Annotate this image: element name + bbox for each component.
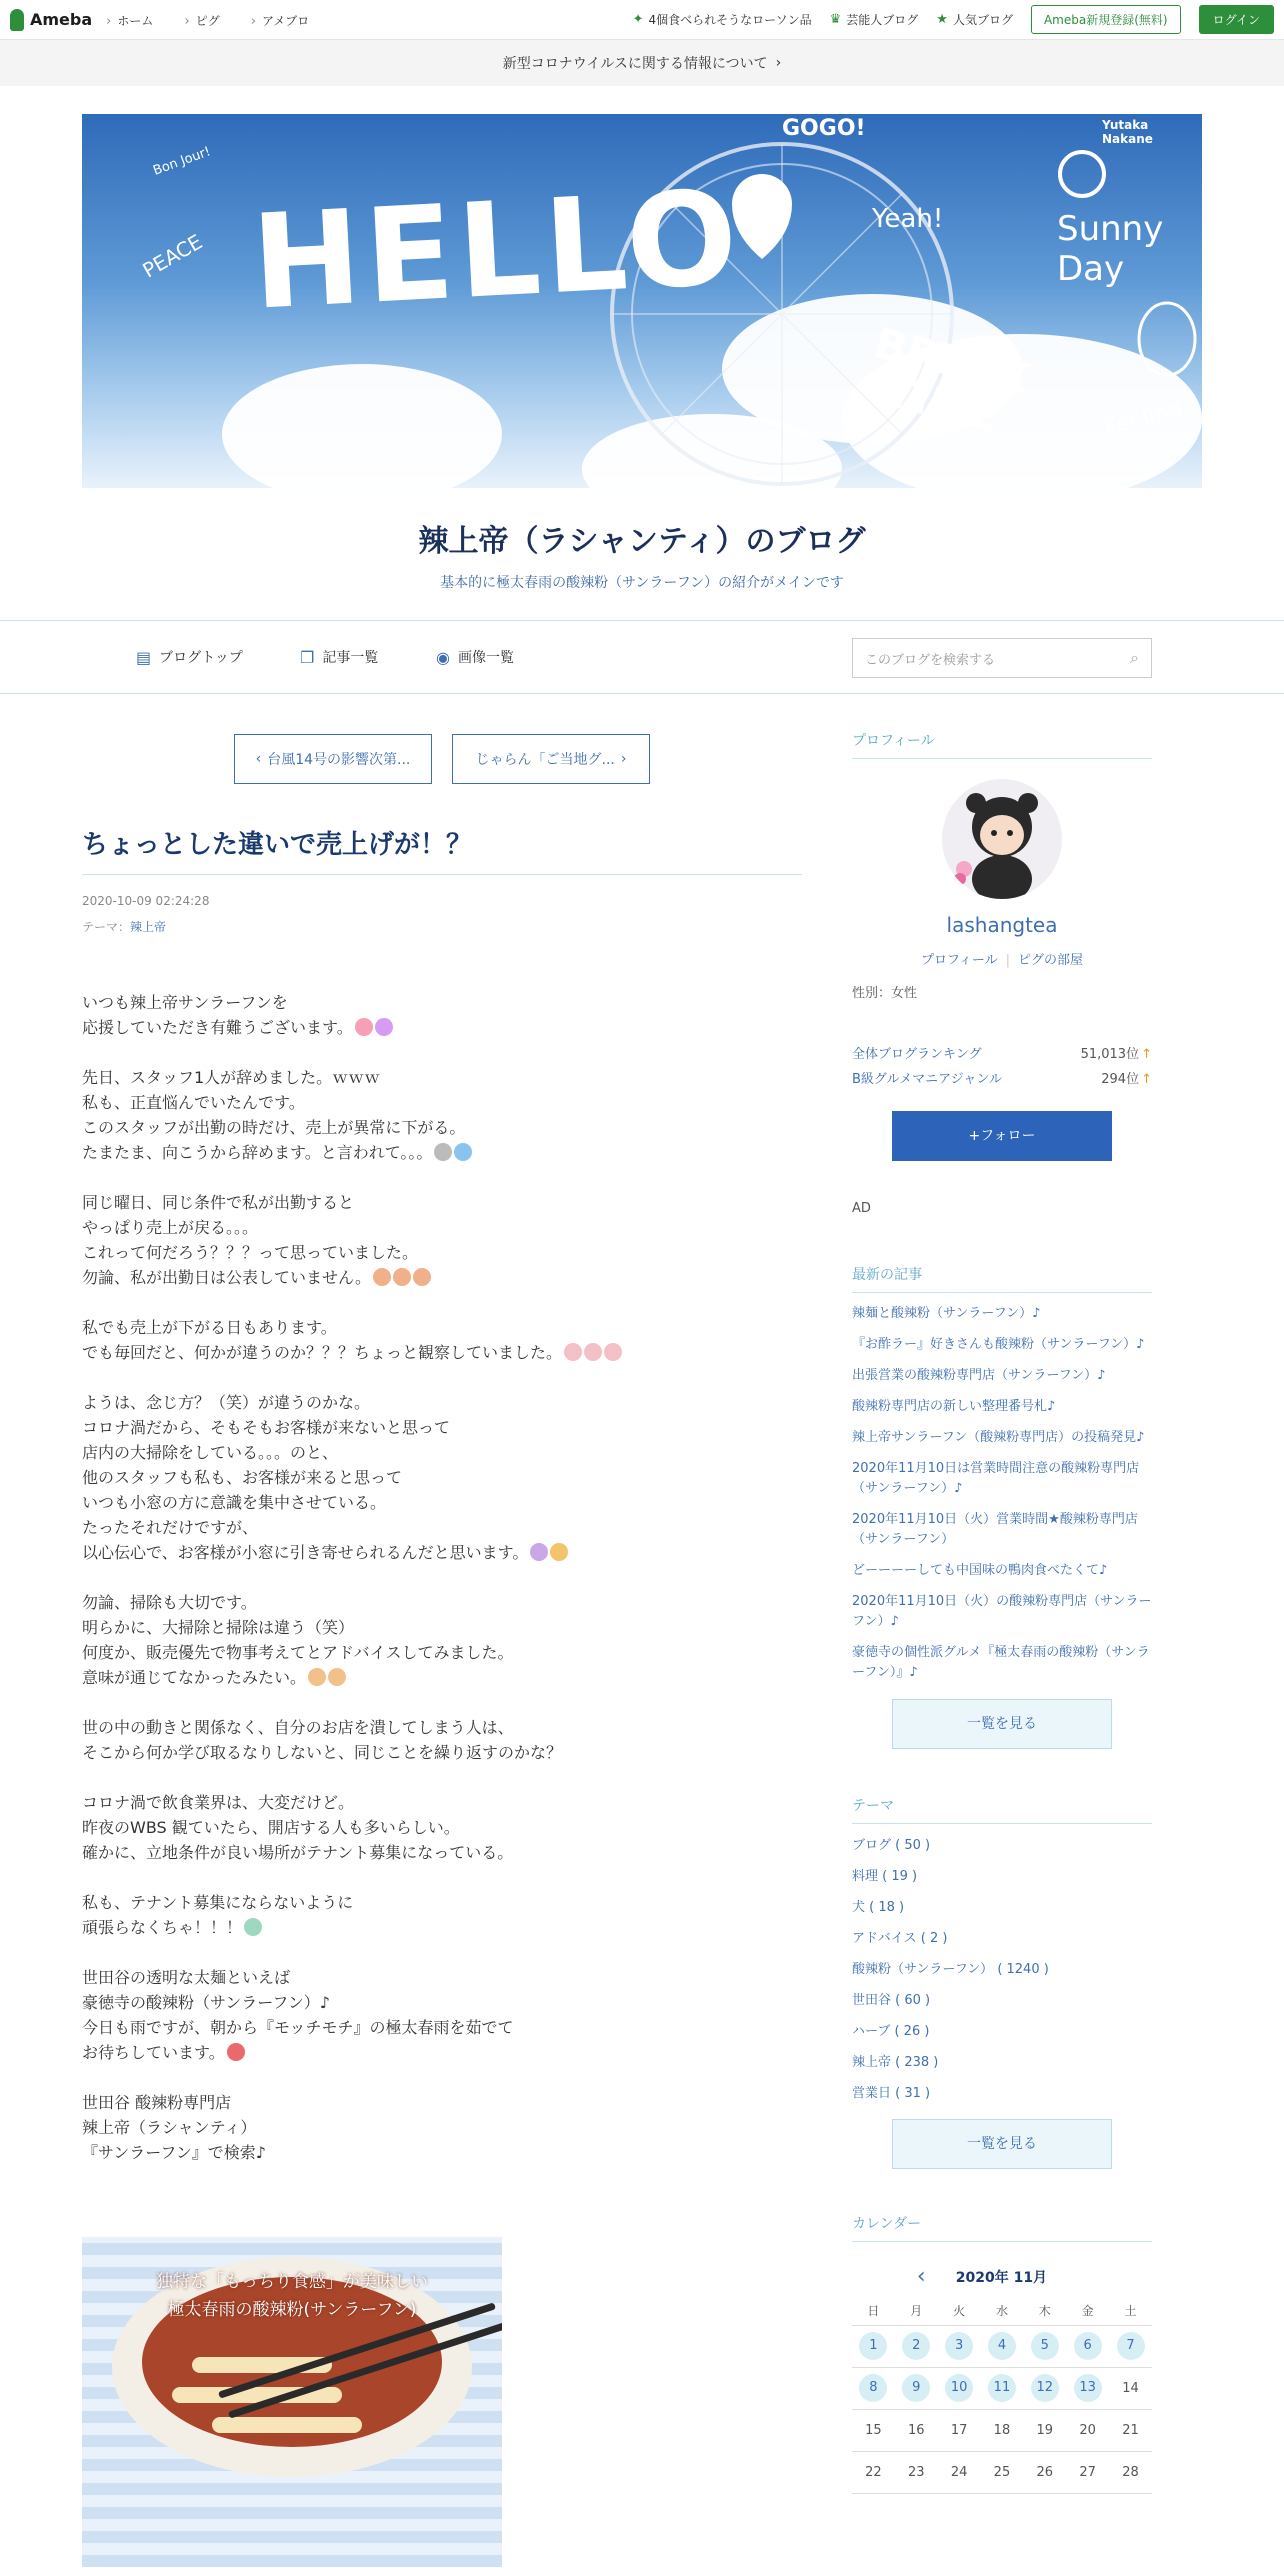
chevron-left-icon[interactable]: ‹ <box>916 2264 926 2289</box>
calendar-day[interactable] <box>1023 2325 1066 2367</box>
calendar-day: 19 <box>1023 2409 1066 2451</box>
calendar-day-link[interactable]: 12 <box>1031 2374 1059 2402</box>
calendar-day-link[interactable]: 9 <box>902 2374 930 2402</box>
prev-entry-label: 台風14号の影響次第... <box>267 752 411 768</box>
ameba-mascot-icon <box>10 9 24 31</box>
article-paragraph <box>82 1065 802 1165</box>
calendar-day[interactable] <box>852 2325 895 2367</box>
recent-entry-link[interactable]: 辣麺と酸辣粉（サンラーフン）♪ <box>852 1306 1041 1321</box>
theme-list <box>852 1836 1152 2103</box>
calendar-week <box>852 2409 1152 2451</box>
calendar-heading: カレンダー <box>852 2213 1152 2242</box>
recent-more-button[interactable]: 一覧を見る <box>892 1699 1112 1749</box>
nav-ameblo[interactable]: › アメブロ <box>251 14 309 28</box>
music-emoji-icon <box>244 1918 262 1936</box>
ad-label: AD <box>852 1201 871 1216</box>
article-paragraph <box>82 1790 802 1865</box>
banner-break-text: BREAK TIME <box>869 318 1036 442</box>
prev-entry-button[interactable] <box>234 734 432 784</box>
sidebar <box>852 694 1152 2494</box>
article-theme <box>82 918 166 935</box>
avatar[interactable] <box>942 779 1062 899</box>
article-date: 2020-10-09 02:24:28 <box>82 894 210 908</box>
face-emoji-icon <box>604 1343 622 1361</box>
subnav-image-list[interactable] <box>436 647 514 667</box>
calendar-weekday: 土 <box>1109 2297 1152 2325</box>
avatar-icon <box>942 779 1062 899</box>
covid-notice-link[interactable] <box>0 40 1284 86</box>
calendar-day: 22 <box>852 2451 895 2493</box>
calendar <box>852 2297 1152 2494</box>
sparkle-emoji-icon <box>375 1018 393 1036</box>
face-emoji-icon <box>530 1543 548 1561</box>
calendar-day[interactable] <box>1109 2325 1152 2367</box>
blog-search-input[interactable] <box>852 638 1152 678</box>
banner-author-text: Yutaka Nakane <box>1102 118 1153 146</box>
rank-value-text: 294位 <box>1101 1072 1140 1087</box>
face-emoji-icon <box>393 1268 411 1286</box>
theme-link[interactable]: アドバイス ( 2 ) <box>852 1931 948 1946</box>
subnav-blog-top[interactable] <box>136 647 243 667</box>
calendar-day[interactable] <box>938 2367 981 2409</box>
subnav-entry-list-label: 記事一覧 <box>322 650 379 666</box>
calendar-day[interactable] <box>895 2367 938 2409</box>
divider <box>82 874 802 875</box>
calendar-day: 15 <box>852 2409 895 2451</box>
sparkle-icon: ✦ <box>632 12 644 27</box>
popular-blog-label: 人気ブログ <box>952 13 1013 27</box>
calendar-day: 25 <box>981 2451 1024 2493</box>
profile-link[interactable]: プロフィール <box>920 953 998 968</box>
blog-subnav <box>0 620 1284 694</box>
rank-row <box>852 1068 1152 1087</box>
copy-icon: ❐ <box>300 647 315 667</box>
rank-up-icon: ↑ <box>1141 1047 1152 1062</box>
calendar-weekday: 水 <box>981 2297 1024 2325</box>
theme-label: テーマ： <box>82 920 131 934</box>
recent-entry-link[interactable]: 豪徳寺の個性派グルメ『極太春雨の酸辣粉（サンラーフン）』♪ <box>852 1645 1150 1680</box>
calendar-day: 28 <box>1109 2451 1152 2493</box>
blog-description: 基本的に極太春雨の酸辣粉（サンラーフン）の紹介がメインです <box>440 575 844 591</box>
calendar-day-link[interactable]: 4 <box>988 2332 1016 2360</box>
paragraph-text: コロナ渦で飲食業界は、大変だけど。 昨夜のWBS 観ていたら、開店する人も多いらしい。 確かに、立地条件が良い場所がテナント募集になっている。 <box>82 1793 514 1862</box>
recent-heading: 最新の記事 <box>852 1264 1152 1293</box>
calendar-day[interactable] <box>1023 2367 1066 2409</box>
calendar-week <box>852 2367 1152 2409</box>
recent-entries <box>852 1304 1152 1683</box>
blog-title[interactable]: 辣上帝（ラシャンティ）のブログ <box>418 524 866 559</box>
face-emoji-icon <box>308 1668 326 1686</box>
theme-link[interactable]: 犬 ( 18 ) <box>852 1900 905 1915</box>
article-paragraph <box>82 1390 802 1565</box>
calendar-day: 21 <box>1109 2409 1152 2451</box>
calendar-header <box>852 2264 1152 2289</box>
article-title[interactable]: ちょっとした違いで売上げが！？ <box>82 830 473 860</box>
next-entry-label: じゃらん「ご当地グ... <box>475 752 615 768</box>
rank-label[interactable]: B級グルメマニアジャンル <box>852 1072 1003 1087</box>
face-emoji-icon <box>373 1268 391 1286</box>
noodle-shape <box>212 2417 362 2433</box>
register-button[interactable]: Ameba新規登録(無料) <box>1031 5 1181 34</box>
calendar-day-link[interactable]: 3 <box>945 2332 973 2360</box>
recent-entry-link[interactable]: 2020年11月10日は営業時間注意の酸辣粉専門店（サンラーフン）♪ <box>852 1461 1140 1496</box>
face-emoji-icon <box>328 1668 346 1686</box>
paragraph-text: いつも辣上帝サンラーフンを 応援していただき有難うございます。 <box>82 993 353 1037</box>
banner-hello-text: HELLO <box>248 161 745 339</box>
calendar-day[interactable] <box>981 2325 1024 2367</box>
recent-entry-link[interactable]: 出張営業の酸辣粉専門店（サンラーフン）♪ <box>852 1368 1106 1383</box>
calendar-weekday: 木 <box>1023 2297 1066 2325</box>
calendar-week <box>852 2451 1152 2493</box>
article-paragraph <box>82 1590 802 1690</box>
profile-heading: プロフィール <box>852 730 1152 759</box>
theme-link[interactable]: ブログ ( 50 ) <box>852 1838 931 1853</box>
calendar-day: 18 <box>981 2409 1024 2451</box>
crown-icon: ♛ <box>829 12 842 27</box>
global-header <box>0 0 1284 40</box>
logo-text: Ameba <box>30 10 93 29</box>
article-paragraph <box>82 1190 802 1290</box>
calendar-day: 17 <box>938 2409 981 2451</box>
next-entry-button[interactable] <box>452 734 650 784</box>
calendar-day[interactable] <box>938 2325 981 2367</box>
theme-link[interactable]: 営業日 ( 31 ) <box>852 2086 931 2101</box>
username[interactable]: lashangtea <box>946 913 1058 937</box>
theme-link[interactable]: ハーブ ( 26 ) <box>852 2024 930 2039</box>
theme-link[interactable]: 酸辣粉（サンラーフン） ( 1240 ) <box>852 1962 1049 1977</box>
banner-feeling-text: Feeling good~ <box>1102 396 1186 465</box>
theme-heading: テーマ <box>852 1795 1152 1824</box>
subnav-blog-top-label: ブログトップ <box>159 650 243 666</box>
rank-label[interactable]: 全体ブログランキング <box>852 1047 982 1062</box>
article-paragraph: 世の中の動きと関係なく、自分のお店を潰してしまう人は、 そこから何か学び取るなりしないと、同じことを繰り返すのかな？ <box>82 1718 563 1762</box>
photo-caption-line1: 独特な「もっちり食感」が美味しい <box>156 2272 428 2292</box>
calendar-month: 2020年 11月 <box>955 2269 1048 2286</box>
calendar-day[interactable] <box>981 2367 1024 2409</box>
subnav-entry-list[interactable] <box>300 647 378 667</box>
rank-row <box>852 1043 1152 1062</box>
recent-entry-link[interactable]: 『お酢ラー』好きさんも酸辣粉（サンラーフン）♪ <box>852 1337 1145 1352</box>
trend-link[interactable] <box>633 11 812 28</box>
chevron-right-icon: › <box>775 55 782 71</box>
search-icon[interactable]: ⌕ <box>1130 648 1139 667</box>
article-paragraph <box>82 1965 802 2065</box>
nav-home[interactable]: › ホーム <box>106 14 153 28</box>
calendar-day-link[interactable]: 1 <box>859 2332 887 2360</box>
follow-button[interactable]: +フォロー <box>892 1111 1112 1161</box>
calendar-day-link[interactable]: 13 <box>1074 2374 1102 2402</box>
banner-bonjour-text: Bon Jour! <box>151 144 213 179</box>
rainbow-emoji-icon <box>550 1543 568 1561</box>
blog-header-image[interactable] <box>82 114 1202 488</box>
subnav-image-list-label: 画像一覧 <box>457 650 514 666</box>
document-icon: ▤ <box>136 647 152 667</box>
theme-link[interactable]: 辣上帝 <box>130 920 167 934</box>
face-emoji-icon <box>355 1018 373 1036</box>
calendar-day-link[interactable]: 2 <box>902 2332 930 2360</box>
star-icon: ★ <box>936 12 948 27</box>
recent-entry-link[interactable]: 辣上帝サンラーフン（酸辣粉専門店）の投稿発見♪ <box>852 1430 1145 1445</box>
banner-peace-text: PEACE <box>138 229 207 283</box>
face-emoji-icon <box>434 1143 452 1161</box>
calendar-day[interactable] <box>1066 2367 1109 2409</box>
header-right <box>633 5 1274 34</box>
rank-value-text: 51,013位 <box>1080 1047 1140 1062</box>
paragraph-text: 同じ曜日、同じ条件で私が出勤すると やっぱり売上が戻る。。。 これって何だろう？？？って思っていました。 勿論、私が出勤日は公表していません。 <box>82 1193 419 1287</box>
calendar-day: 14 <box>1109 2367 1152 2409</box>
gender: 性別：女性 <box>852 986 918 1001</box>
calendar-weekday: 金 <box>1066 2297 1109 2325</box>
trend-link-label: 4個食べられそうなローソン品 <box>648 13 812 27</box>
rank-value <box>1101 1068 1152 1087</box>
article-paragraph: 世田谷 酸辣粉専門店 辣上帝（ラシャンティ） 『サンラーフン』で検索♪ <box>82 2093 266 2162</box>
face-emoji-icon <box>413 1268 431 1286</box>
entry-pager <box>234 734 650 784</box>
calendar-day-link[interactable]: 10 <box>945 2374 973 2402</box>
calendar-day: 23 <box>895 2451 938 2493</box>
celeb-blog-link[interactable] <box>830 11 919 28</box>
article-paragraph <box>82 1890 802 1940</box>
theme-link[interactable]: 世田谷 ( 60 ) <box>852 1993 931 2008</box>
popular-blog-link[interactable] <box>936 11 1013 28</box>
calendar-weekday: 火 <box>938 2297 981 2325</box>
ameba-logo[interactable] <box>10 9 92 31</box>
global-nav <box>106 10 335 29</box>
calendar-weekday: 月 <box>895 2297 938 2325</box>
theme-link[interactable]: 料理 ( 19 ) <box>852 1869 918 1884</box>
calendar-day[interactable] <box>852 2367 895 2409</box>
calendar-weekday: 日 <box>852 2297 895 2325</box>
paragraph-text: 先日、スタッフ1人が辞めました。ｗｗｗ 私も、正直悩んでいたんです。 このスタッフが出勤の時だけ、売上が異常に下がる。 たまたま、向こうから辞めます。と言われて。。。 <box>82 1068 466 1162</box>
article-paragraph <box>82 990 802 1040</box>
login-button[interactable]: ログイン <box>1199 5 1274 34</box>
calendar-day-link[interactable]: 6 <box>1074 2332 1102 2360</box>
calendar-day: 20 <box>1066 2409 1109 2451</box>
article-paragraph <box>82 1315 802 1365</box>
pig-room-link[interactable]: ピグの部屋 <box>1018 953 1084 968</box>
photo-caption-line2: 極太春雨の酸辣粉(サンラーフン) <box>167 2300 417 2320</box>
calendar-day-link[interactable]: 8 <box>859 2374 887 2402</box>
paragraph-text: 世田谷の透明な太麺といえば 豪徳寺の酸辣粉（サンラーフン）♪ 今日も雨ですが、朝から『モッチモチ』の極太春雨を茹でて お待ちしています。 <box>82 1968 514 2062</box>
calendar-day: 16 <box>895 2409 938 2451</box>
tears-emoji-icon <box>454 1143 472 1161</box>
calendar-week <box>852 2325 1152 2367</box>
recent-entry-link[interactable]: 酸辣粉専門店の新しい整理番号札♪ <box>852 1399 1056 1414</box>
nav-pigg[interactable]: › ピグ <box>184 14 219 28</box>
profile-links <box>852 949 1152 968</box>
paragraph-text: 私も、テナント募集にならないように 頑張らなくちゃ！！！ <box>82 1893 354 1937</box>
celeb-blog-label: 芸能人ブログ <box>846 13 919 27</box>
calendar-day-link[interactable]: 7 <box>1117 2332 1145 2360</box>
theme-more-button[interactable]: 一覧を見る <box>892 2119 1112 2169</box>
calendar-day: 26 <box>1023 2451 1066 2493</box>
recent-entry-link[interactable]: 2020年11月10日（火）営業時間★酸辣粉専門店（サンラーフン） <box>852 1512 1138 1547</box>
covid-notice-text: 新型コロナウイルスに関する情報について <box>502 56 768 72</box>
calendar-day: 27 <box>1066 2451 1109 2493</box>
chili-emoji-icon <box>227 2043 245 2061</box>
rank-value <box>1081 1043 1152 1062</box>
paragraph-text: 勿論、掃除も大切です。 明らかに、大掃除と掃除は違う（笑） 何度か、販売優先で物事考えてとアドバイスしてみました。 意味が通じてなかったみたい。 <box>82 1593 514 1687</box>
camera-icon: ◉ <box>436 647 450 667</box>
separator: | <box>1005 953 1011 968</box>
calendar-day: 24 <box>938 2451 981 2493</box>
face-emoji-icon <box>584 1343 602 1361</box>
article-body <box>82 990 802 2190</box>
paragraph-text: ようは、念じ方？（笑）が違うのかな。 コロナ渦だから、そもそもお客様が来ないと思って 店内の大掃除をしている。。。のと、 他のスタッフも私も、お客様が来ると思って いつも小窓の方に意識を集中させている。 たったそれだけですが、 以心伝心で、お客様が小窓に引き寄せられるんだと思います。 <box>82 1393 529 1562</box>
recent-entry-link[interactable]: 2020年11月10日（火）の酸辣粉専門店（サンラーフン）♪ <box>852 1594 1152 1629</box>
face-emoji-icon <box>564 1343 582 1361</box>
calendar-day-link[interactable]: 5 <box>1031 2332 1059 2360</box>
theme-link[interactable]: 辣上帝 ( 238 ) <box>852 2055 939 2070</box>
article-photo[interactable] <box>82 2237 502 2567</box>
rank-up-icon: ↑ <box>1141 1072 1152 1087</box>
calendar-day[interactable] <box>895 2325 938 2367</box>
paragraph-text: 私でも売上が下がる日もあります。 でも毎回だと、何かが違うのか？？？ちょっと観察していました。 <box>82 1318 563 1362</box>
calendar-day[interactable] <box>1066 2325 1109 2367</box>
search-placeholder: このブログを検索する <box>865 652 996 668</box>
banner-gogo-text: GOGO! <box>782 116 866 141</box>
calendar-day-link[interactable]: 11 <box>988 2374 1016 2402</box>
recent-entry-link[interactable]: どーーーーしても中国味の鴨肉食べたくて♪ <box>852 1563 1108 1578</box>
banner-yeah-text: Yeah! <box>872 204 944 234</box>
chevron-right-icon: › <box>620 751 627 767</box>
chevron-left-icon: ‹ <box>255 751 262 767</box>
banner-sunny-text: Sunny Day <box>1057 209 1164 289</box>
